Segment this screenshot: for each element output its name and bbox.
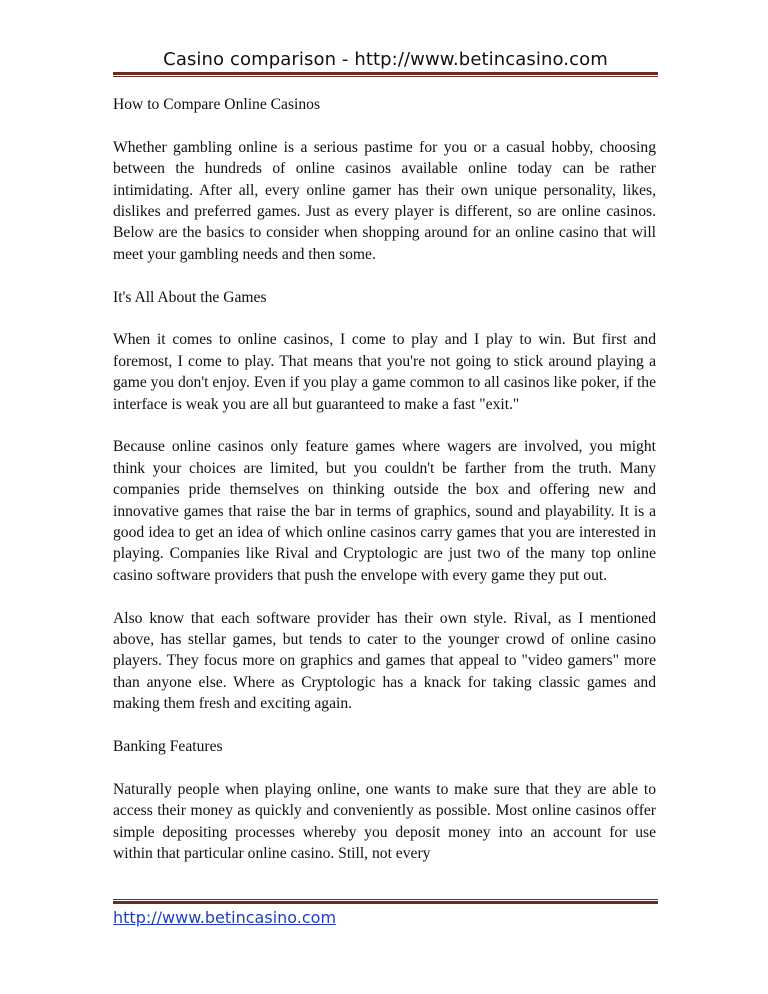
banking-paragraph-1: Naturally people when playing online, one wants to make sure that they are able to access their money as quickly and conveniently as possible. Most online casinos offer simple depositing processes whereby you deposit money into an account for use within that particular online casino. Still, not every [113,780,656,863]
document-body [113,94,656,865]
games-paragraph-2: Because online casinos only feature games where wagers are involved, you might think your choices are limited, but you couldn't be farther from the truth. Many companies pride themselves on thinking outside the box and offering new and innovative games that raise the bar in terms of graphics, sound and playability. It is a good idea to get an idea of which online casinos carry games that you are interested in playing. Companies like Rival and Cryptologic are just two of the many top online casino software providers that push the envelope with every game they put out. [113,438,656,584]
games-paragraph-1: When it comes to online casinos, I come to play and I play to win. But first and foremost, I come to play. That means that you're not going to stick around playing a game you don't enjoy. Even if you play a game common to all casinos like poker, if the interface is weak you are all but guaranteed to make a fast "exit." [113,331,656,413]
footer-website-link[interactable]: http://www.betincasino.com [113,908,337,927]
footer-rule [113,899,658,904]
section-heading-games: It's All About the Games [113,288,267,306]
document-title: How to Compare Online Casinos [113,96,321,113]
intro-paragraph: Whether gambling online is a serious pastime for you or a casual hobby, choosing between the hundreds of online casinos available online today can be rather intimidating. After all, every online gamer has their own unique personality, likes, dislikes and preferred games. Just as every player is different, so are online casinos. Below are the basics to consider when shopping around for an online casino that will meet your gambling needs and then some. [113,138,656,263]
page-header-title: Casino comparison - http://www.betincasino.com [163,49,608,70]
section-heading-banking: Banking Features [113,738,223,756]
header-rule [113,72,658,77]
games-paragraph-3: Also know that each software provider has their own style. Rival, as I mentioned above, has stellar games, but tends to cater to the younger crowd of online casino players. They focus more on graphics and games that appeal to "video gamers" more than anyone else. Where as Cryptologic has a knack for taking classic games and making them fresh and exciting again. [113,609,656,713]
